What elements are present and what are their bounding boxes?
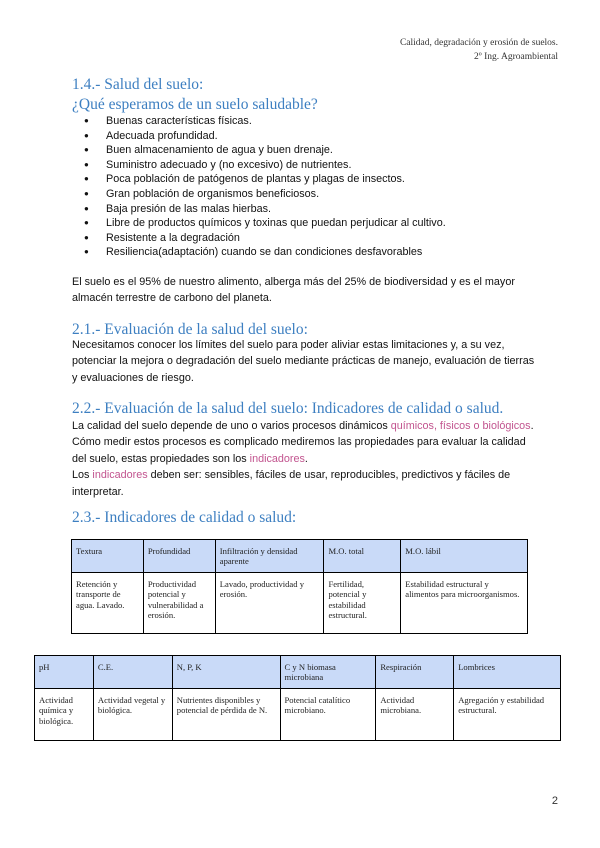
text: .: [304, 452, 308, 465]
header-cell: Infiltración y densidad aparente: [215, 540, 324, 573]
text: .: [530, 420, 534, 432]
section-2-3-title: 2.3.- Indicadores de calidad o salud:: [72, 509, 297, 526]
page-header: [400, 36, 558, 64]
table-cell: Nutrientes disponibles y potencial de pérdida de N.: [172, 689, 280, 741]
table-cell: Retención y transporte de agua. Lavado.: [72, 573, 144, 634]
section-2-2-paragraph: [72, 418, 542, 500]
header-degree: 2º Ing. Agroambiental: [474, 52, 558, 62]
list-item: ● Suministro adecuado y (no excesivo) de nutrientes.: [84, 158, 446, 173]
table-header-row: [72, 540, 528, 573]
table-cell: Productividad potencial y vulnerabilidad a erosión.: [143, 573, 215, 634]
list-item: ● Adecuada profundidad.: [84, 129, 446, 144]
table-cell: Actividad química y biológica.: [35, 689, 94, 741]
header-course: Calidad, degradación y erosión de suelos.: [399, 38, 558, 48]
table-cell: Agregación y estabilidad estructural.: [454, 689, 561, 741]
header-cell: Profundidad: [143, 540, 215, 573]
table-cell: Potencial catalítico microbiano.: [280, 689, 376, 741]
section-1-4-subtitle: ¿Qué esperamos de un suelo saludable?: [72, 96, 318, 113]
table-cell: Lavado, productividad y erosión.: [215, 573, 324, 634]
highlight-processes: químicos, físicos o biológicos: [390, 420, 531, 432]
indicators-table-2: [34, 655, 561, 741]
healthy-soil-list: [84, 114, 446, 260]
highlight-indicators: indicadores: [249, 452, 305, 465]
header-cell: C.E.: [93, 656, 172, 689]
list-item: ● Resiliencia(adaptación) cuando se dan condiciones desfavorables: [84, 245, 446, 260]
text: Los: [72, 469, 93, 482]
highlight-indicators: indicadores: [92, 469, 148, 482]
table-cell: Estabilidad estructural y alimentos para microorganismos.: [401, 573, 528, 634]
header-cell: Textura: [72, 540, 144, 573]
list-item: ● Resistente a la degradación: [84, 231, 446, 246]
section-1-4-title: 1.4.- Salud del suelo:: [72, 76, 204, 93]
indicators-table-1: [71, 539, 528, 634]
list-item: ● Libre de productos químicos y toxinas que puedan perjudicar al cultivo.: [84, 216, 446, 231]
text: deben ser: sensibles, fáciles de usar, reproducibles, predictivos y fáciles de interpretar.: [72, 469, 511, 498]
list-item: ● Baja presión de las malas hierbas.: [84, 202, 446, 217]
table-header-row: [35, 656, 561, 689]
text: La calidad del suelo depende de uno o varios procesos dinámicos: [72, 420, 391, 432]
section-2-1-title: 2.1.- Evaluación de la salud del suelo:: [72, 321, 308, 338]
table-row: [72, 573, 528, 634]
list-item: ● Poca población de patógenos de plantas y plagas de insectos.: [84, 172, 446, 187]
page-number: 2: [551, 795, 558, 807]
header-cell: M.O. total: [324, 540, 401, 573]
list-item: ● Gran población de organismos beneficiosos.: [84, 187, 446, 202]
table-cell: Fertilidad, potencial y estabilidad estructural.: [324, 573, 401, 634]
header-cell: M.O. lábil: [401, 540, 528, 573]
section-2-1-paragraph: Necesitamos conocer los límites del suelo para poder aliviar estas limitaciones y, a su vez, potenciar la mejora o degradación del suelo mediante prácticas de manejo, evaluación de tierras y evaluaciones de riesgo.: [72, 339, 535, 384]
list-item: ● Buen almacenamiento de agua y buen drenaje.: [84, 143, 446, 158]
list-item: ● Buenas características físicas.: [84, 114, 446, 129]
table-cell: Actividad vegetal y biológica.: [93, 689, 172, 741]
header-cell: N, P, K: [172, 656, 280, 689]
header-cell: Respiración: [376, 656, 454, 689]
header-cell: pH: [35, 656, 94, 689]
text: Cómo medir estos procesos es complicado mediremos las propiedades para evaluar la calidad del suelo, estas propiedades son los: [72, 436, 526, 465]
header-cell: Lombrices: [454, 656, 561, 689]
header-cell: C y N biomasa microbiana: [280, 656, 376, 689]
section-2-2-title: 2.2.- Evaluación de la salud del suelo: Indicadores de calidad o salud.: [72, 400, 504, 417]
table-cell: Actividad microbiana.: [376, 689, 454, 741]
soil-importance-paragraph: El suelo es el 95% de nuestro alimento, alberga más del 25% de biodiversidad y es el mayor almacén terrestre de carbono del planeta.: [72, 276, 515, 305]
table-row: [35, 689, 561, 741]
